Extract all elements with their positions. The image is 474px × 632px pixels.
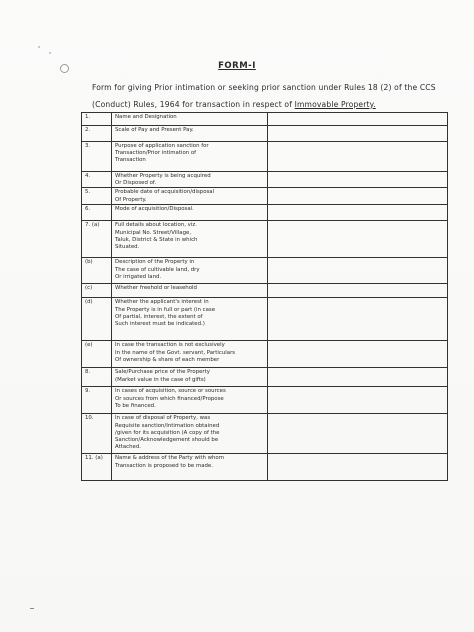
form-row bbox=[82, 387, 448, 414]
form-row bbox=[82, 142, 448, 172]
row-answer-field[interactable] bbox=[268, 258, 448, 284]
scan-mark bbox=[30, 608, 34, 609]
form-row bbox=[82, 454, 448, 481]
row-number: 5. bbox=[82, 188, 112, 205]
row-description: Description of the Property in The case of cultivable land, dry Or irrigated land. bbox=[112, 258, 268, 284]
row-answer-field[interactable] bbox=[268, 172, 448, 188]
row-description: In case of disposal of Property, was Requisite sanction/Intimation obtained /given for its acquisition (A copy of the Sanction/Acknowledgement should be Attached. bbox=[112, 414, 268, 454]
row-number: 11. (a) bbox=[82, 454, 112, 481]
form-row bbox=[82, 258, 448, 284]
row-description: Purpose of application sanction for Transaction/Prior intimation of Transaction bbox=[112, 142, 268, 172]
row-answer-field[interactable] bbox=[268, 205, 448, 221]
row-number: 4. bbox=[82, 172, 112, 188]
row-description: Whether freehold or leasehold bbox=[112, 284, 268, 298]
form-row bbox=[82, 221, 448, 258]
row-number: (c) bbox=[82, 284, 112, 298]
row-description: Probable date of acquisition/disposal Of Property. bbox=[112, 188, 268, 205]
row-description: Full details about location, viz. Municipal No. Street/Village, Taluk, District & State in which Situated. bbox=[112, 221, 268, 258]
row-description: Name & address of the Party with whom Transaction is proposed to be made. bbox=[112, 454, 268, 481]
row-answer-field[interactable] bbox=[268, 221, 448, 258]
intro-line-2: (Conduct) Rules, 1964 for transaction in respect of Immovable Property. bbox=[92, 100, 376, 109]
row-number: 7. (a) bbox=[82, 221, 112, 258]
row-number: 6. bbox=[82, 205, 112, 221]
form-row bbox=[82, 368, 448, 387]
row-answer-field[interactable] bbox=[268, 188, 448, 205]
form-row bbox=[82, 298, 448, 341]
row-description: Mode of acquisition/Disposal. bbox=[112, 205, 268, 221]
form-intro bbox=[92, 79, 452, 113]
row-number: (d) bbox=[82, 298, 112, 341]
scan-speck bbox=[38, 46, 40, 48]
row-number: 9. bbox=[82, 387, 112, 414]
row-description: Name and Designation bbox=[112, 113, 268, 126]
row-number: 3. bbox=[82, 142, 112, 172]
form-row bbox=[82, 341, 448, 368]
row-answer-field[interactable] bbox=[268, 414, 448, 454]
row-description: Scale of Pay and Present Pay. bbox=[112, 126, 268, 142]
row-number: (b) bbox=[82, 258, 112, 284]
form-row bbox=[82, 284, 448, 298]
intro-line-1: Form for giving Prior intimation or seeking prior sanction under Rules 18 (2) of the CCS bbox=[92, 83, 436, 92]
row-number: 2. bbox=[82, 126, 112, 142]
intro-underlined-text: Immovable Property. bbox=[294, 100, 376, 109]
row-answer-field[interactable] bbox=[268, 368, 448, 387]
form-table bbox=[81, 112, 448, 481]
row-number: 10. bbox=[82, 414, 112, 454]
form-row bbox=[82, 188, 448, 205]
row-answer-field[interactable] bbox=[268, 142, 448, 172]
row-answer-field[interactable] bbox=[268, 341, 448, 368]
scan-speck bbox=[49, 52, 51, 54]
row-description: Whether Property is being acquired Or Disposed of. bbox=[112, 172, 268, 188]
row-description: In case the transaction is not exclusively In the name of the Govt. servant, Particulars Of ownership & share of each member bbox=[112, 341, 268, 368]
row-number: 1. bbox=[82, 113, 112, 126]
row-answer-field[interactable] bbox=[268, 126, 448, 142]
form-row bbox=[82, 205, 448, 221]
row-description: Sale/Purchase price of the Property (Market value in the case of gifts) bbox=[112, 368, 268, 387]
form-title: FORM-I bbox=[218, 61, 256, 71]
row-answer-field[interactable] bbox=[268, 454, 448, 481]
row-description: In cases of acquisition, source or sources Or sources from which financed/Propose To be financed. bbox=[112, 387, 268, 414]
row-number: (e) bbox=[82, 341, 112, 368]
form-row bbox=[82, 414, 448, 454]
row-answer-field[interactable] bbox=[268, 113, 448, 126]
row-answer-field[interactable] bbox=[268, 284, 448, 298]
row-description: Whether the applicant's interest in The Property is in full or part (in case Of partial, interest, the extent of Such interest must be indicated.) bbox=[112, 298, 268, 341]
form-row bbox=[82, 126, 448, 142]
row-number: 8. bbox=[82, 368, 112, 387]
form-row bbox=[82, 172, 448, 188]
row-answer-field[interactable] bbox=[268, 387, 448, 414]
row-answer-field[interactable] bbox=[268, 298, 448, 341]
form-row bbox=[82, 113, 448, 126]
